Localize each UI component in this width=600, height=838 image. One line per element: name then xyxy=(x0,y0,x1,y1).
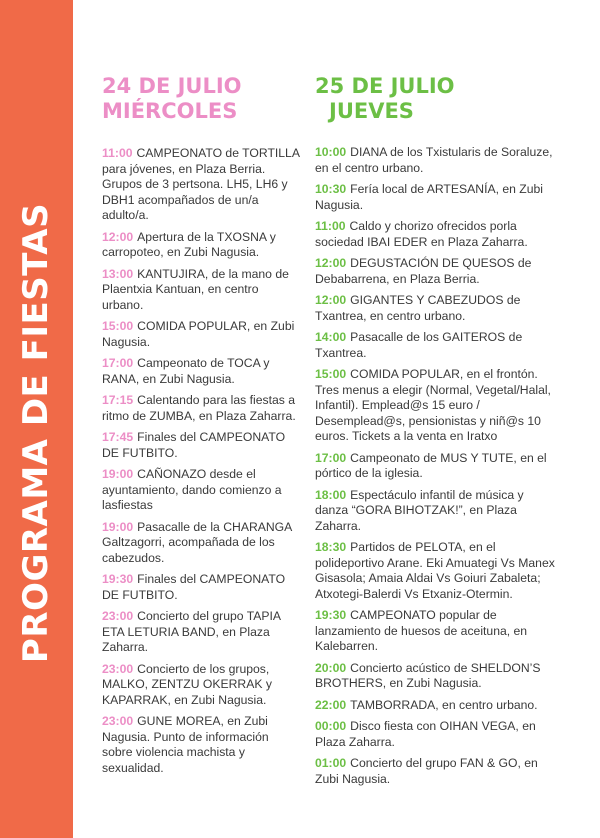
event-time: 17:00 xyxy=(315,450,347,465)
event-item xyxy=(315,488,555,535)
day-column-24-july xyxy=(102,74,302,782)
event-description: Campeonato de TOCA y RANA, en Zubi Nagusia. xyxy=(102,356,270,386)
event-description: Pasacalle de la CHARANGA Galtzagorri, acompañada de los cabezudos. xyxy=(102,519,292,565)
event-item xyxy=(102,267,302,314)
event-item xyxy=(102,714,302,776)
event-description: Finales del CAMPEONATO DE FUTBITO. xyxy=(102,572,286,602)
event-time: 12:00 xyxy=(102,229,134,244)
event-description: CAMPEONATO de TORTILLA para jóvenes, en Plaza Berria. Grupos de 3 pertsona. LH5, LH6 y DBH1 acompañados de un/a adulto/a. xyxy=(102,146,300,222)
event-description: DIANA de los Txistularis de Soraluze, en el centro urbano. xyxy=(315,145,553,175)
event-description: Concierto de los grupos, MALKO, ZENTZU OKERRAK y KAPARRAK, en Zubi Nagusia. xyxy=(102,661,272,707)
event-time: 12:00 xyxy=(315,256,347,270)
event-time: 13:00 xyxy=(102,266,134,281)
event-time: 15:00 xyxy=(102,319,134,333)
event-item xyxy=(315,145,555,176)
event-time: 10:00 xyxy=(315,145,347,159)
day-column-25-july xyxy=(315,74,555,793)
day-weekday: MIÉRCOLES xyxy=(102,99,238,123)
day-heading xyxy=(102,74,302,124)
event-description: GIGANTES Y CABEZUDOS de Txantrea, en centro urbano. xyxy=(315,293,521,323)
event-item xyxy=(102,662,302,709)
event-item xyxy=(315,256,555,287)
event-time: 11:00 xyxy=(102,146,133,160)
event-description: Apertura de la TXOSNA y carropoteo, en Zubi Nagusia. xyxy=(102,229,276,259)
event-time: 11:00 xyxy=(315,219,346,233)
event-description: Espectáculo infantil de música y danza “GORA BIHOTZAK!”, en Plaza Zaharra. xyxy=(315,487,524,533)
event-time: 14:00 xyxy=(315,330,347,344)
event-item xyxy=(315,182,555,213)
event-item xyxy=(315,540,555,602)
event-description: KANTUJIRA, de la mano de Plaentxia Kantuan, en centro urbano. xyxy=(102,266,289,312)
event-description: Pasacalle de los GAITEROS de Txantrea. xyxy=(315,330,523,360)
event-description: COMIDA POPULAR, en Zubi Nagusia. xyxy=(102,319,295,349)
event-item xyxy=(102,520,302,567)
event-description: Concierto acústico de SHELDON’S BROTHERS, en Zubi Nagusia. xyxy=(315,660,541,690)
event-time: 17:15 xyxy=(102,393,134,407)
event-time: 19:30 xyxy=(102,572,134,586)
event-list xyxy=(315,145,555,787)
event-time: 23:00 xyxy=(102,609,134,623)
event-description: CAMPEONATO popular de lanzamiento de huesos de aceituna, en Kalebarren. xyxy=(315,608,528,653)
event-description: CAÑONAZO desde el ayuntamiento, dando comienzo a lasfiestas xyxy=(102,467,282,512)
event-description: Concierto del grupo TAPIA ETA LETURIA BAND, en Plaza Zaharra. xyxy=(102,609,281,654)
event-description: Fería local de ARTESANÍA, en Zubi Nagusia. xyxy=(315,182,544,212)
event-item xyxy=(315,451,555,482)
event-description: Caldo y chorizo ofrecidos porla sociedad IBAI EDER en Plaza Zaharra. xyxy=(315,219,528,249)
event-description: Calentando para las fiestas a ritmo de ZUMBA, en Plaza Zaharra. xyxy=(102,393,296,423)
event-item xyxy=(315,661,555,692)
event-description: Campeonato de MUS Y TUTE, en el pórtico de la iglesia. xyxy=(315,450,547,480)
event-time: 15:00 xyxy=(315,367,347,381)
event-time: 10:30 xyxy=(315,182,347,196)
event-time: 20:00 xyxy=(315,660,347,675)
event-item xyxy=(315,367,555,445)
day-date: 25 DE JULIO xyxy=(315,74,455,98)
event-item xyxy=(315,698,555,714)
event-description: Disco fiesta con OIHAN VEGA, en Plaza Zaharra. xyxy=(315,719,536,749)
event-time: 01:00 xyxy=(315,756,347,770)
day-heading xyxy=(315,74,555,124)
program-title: PROGRAMA DE FIESTAS xyxy=(16,202,56,664)
event-item xyxy=(102,230,302,261)
event-item xyxy=(102,430,302,461)
event-time: 19:00 xyxy=(102,467,134,481)
event-description: COMIDA POPULAR, en el frontón. Tres menus a elegir (Normal, Vegetal/Halal, Infantil). Emplead@s 15 euro / Desemplead@s, pensionistas y niñ@s 10 euros. Tickets a la venta en Iratxo xyxy=(315,367,551,443)
event-time: 22:00 xyxy=(315,697,347,712)
event-description: GUNE MOREA, en Zubi Nagusia. Punto de información sobre violencia machista y sexualidad. xyxy=(102,714,269,775)
event-time: 19:00 xyxy=(102,519,134,534)
event-time: 23:00 xyxy=(102,661,134,676)
event-time: 23:00 xyxy=(102,714,134,728)
event-description: Concierto del grupo FAN & GO, en Zubi Nagusia. xyxy=(315,756,538,786)
event-item xyxy=(102,572,302,603)
event-time: 17:00 xyxy=(102,356,134,370)
event-item xyxy=(102,467,302,514)
event-time: 18:30 xyxy=(315,540,347,554)
event-time: 12:00 xyxy=(315,293,347,307)
event-item xyxy=(315,719,555,750)
event-item xyxy=(315,219,555,250)
event-description: TAMBORRADA, en centro urbano. xyxy=(350,697,538,712)
event-item xyxy=(315,293,555,324)
event-item xyxy=(315,608,555,655)
event-item xyxy=(102,146,302,224)
event-item xyxy=(315,330,555,361)
event-time: 00:00 xyxy=(315,719,347,733)
event-list xyxy=(102,146,302,776)
event-time: 17:45 xyxy=(102,430,134,444)
event-item xyxy=(102,319,302,350)
event-description: Partidos de PELOTA, en el polideportivo Arane. Eki Amuategi Vs Manex Gisasola; Amaia Aldai Vs Goiuri Zabaleta; Atxotegi-Balerdi Vs Etxaniz-Otermin. xyxy=(315,540,555,601)
event-item xyxy=(315,756,555,787)
event-description: Finales del CAMPEONATO DE FUTBITO. xyxy=(102,430,286,460)
sidebar-banner xyxy=(0,0,73,838)
event-time: 18:00 xyxy=(315,487,347,502)
day-weekday: JUEVES xyxy=(329,99,414,123)
event-item xyxy=(102,356,302,387)
event-item xyxy=(102,609,302,656)
event-time: 19:30 xyxy=(315,608,347,622)
event-item xyxy=(102,393,302,424)
day-date: 24 DE JULIO xyxy=(102,74,242,98)
event-description: DEGUSTACIÓN DE QUESOS de Debabarrena, en Plaza Berria. xyxy=(315,256,532,286)
